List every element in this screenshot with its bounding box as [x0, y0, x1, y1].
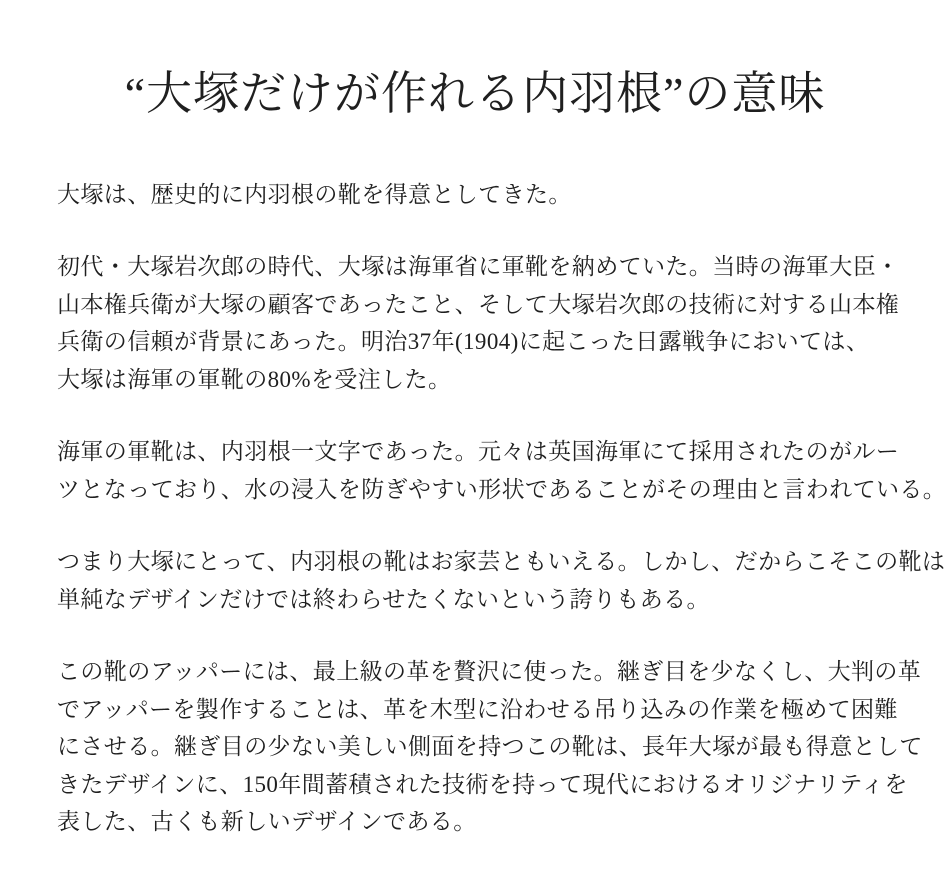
paragraph-line: 兵衛の信頼が背景にあった。明治37年(1904)に起こった日露戦争においては、 — [57, 329, 870, 355]
paragraph — [57, 176, 920, 214]
page-title: “大塚だけが作れる内羽根”の意味 — [124, 68, 826, 119]
paragraph-line: 表した、古くも新しいデザインである。 — [57, 809, 477, 835]
paragraph-line: つまり大塚にとって、内羽根の靴はお家芸ともいえる。しかし、だからこそこの靴は — [57, 549, 946, 575]
paragraph-line: この靴のアッパーには、最上級の革を贅沢に使った。継ぎ目を少なくし、大判の革 — [57, 659, 922, 685]
paragraph — [57, 653, 923, 841]
paragraph-line: 大塚は海軍の軍靴の80%を受注した。 — [57, 366, 452, 392]
paragraph — [57, 543, 946, 618]
paragraph-line: 海軍の軍靴は、内羽根一文字であった。元々は英国海軍にて採用されたのがルー — [57, 439, 900, 465]
paragraph — [57, 248, 920, 398]
paragraph-line: でアッパーを製作することは、革を木型に沿わせる吊り込みの作業を極めて困難 — [57, 696, 898, 722]
paragraph-line: にさせる。継ぎ目の少ない美しい側面を持つこの靴は、長年大塚が最も得意として — [57, 734, 923, 760]
paragraph — [57, 433, 947, 508]
paragraph-line: 単純なデザインだけでは終わらせたくないという誇りもある。 — [57, 586, 710, 612]
paragraph-line: きたデザインに、150年間蓄積された技術を持って現代におけるオリジナリティを — [57, 771, 908, 797]
paragraph-line: 初代・大塚岩次郎の時代、大塚は海軍省に軍靴を納めていた。当時の海軍大臣・ — [57, 254, 900, 280]
paragraph-line: 大塚は、歴史的に内羽根の靴を得意としてきた。 — [57, 181, 572, 207]
paragraph-line: 山本権兵衛が大塚の顧客であったこと、そして大塚岩次郎の技術に対する山本権 — [57, 291, 900, 317]
article-body — [0, 124, 950, 841]
paragraph-line: ツとなっており、水の浸入を防ぎやすい形状であることがその理由と言われている。 — [57, 476, 947, 502]
